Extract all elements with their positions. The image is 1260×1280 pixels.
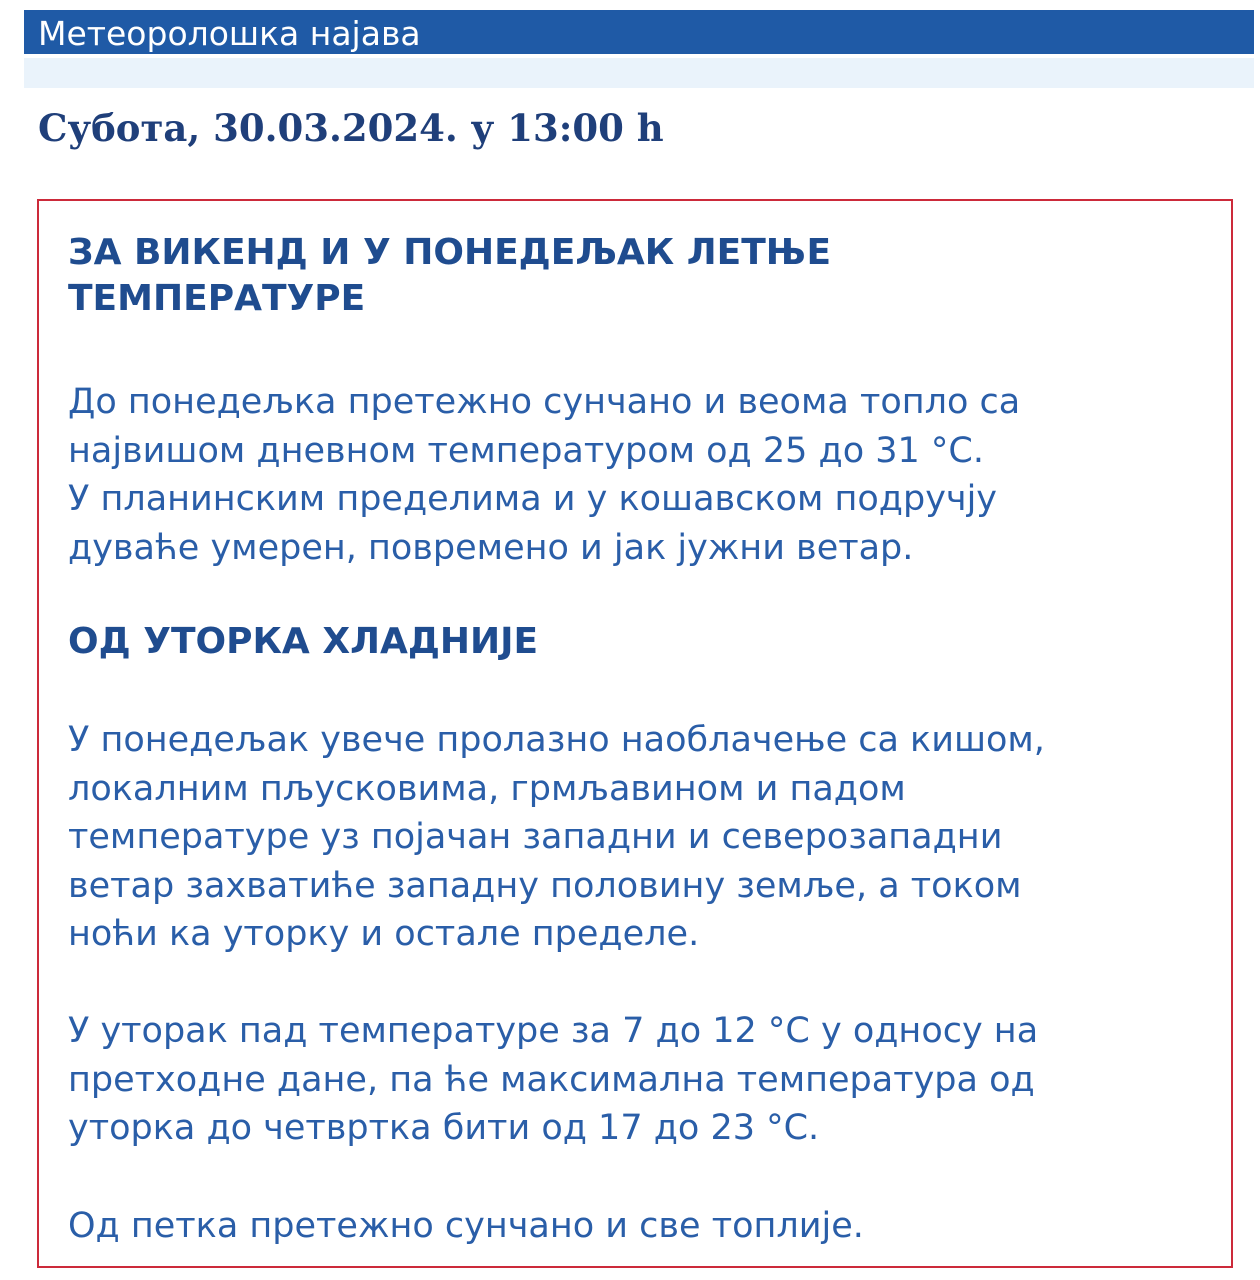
text-line: У планинским пределима и у кошавском подручју: [68, 479, 998, 519]
paragraph-monday-evening: [68, 716, 1218, 959]
forecast-bulletin: [37, 199, 1233, 1268]
text-line: уторка до четвртка бити од 17 до 23 °C.: [68, 1108, 820, 1148]
heading-weekend-monday: [68, 230, 1188, 322]
text-line: температуре уз појачан западни и северозападни: [68, 817, 1003, 857]
header-band: [24, 58, 1254, 88]
heading-line: ТЕМПЕРАТУРЕ: [68, 278, 366, 319]
paragraph-until-monday: [68, 378, 1218, 572]
text-line: У понедељак увече пролазно наоблачење са кишом,: [68, 720, 1045, 760]
heading-line: ОД УТОРКА ХЛАДНИЈЕ: [68, 621, 539, 662]
forecast-date: Субота, 30.03.2024. у 13:00 h: [38, 106, 664, 150]
text-line: ноћи ка уторку и остале пределе.: [68, 914, 700, 954]
heading-from-tuesday: [68, 619, 1188, 665]
text-line: дуваће умерен, повремено и јак јужни ветар.: [68, 527, 914, 568]
text-line: претходне дане, па ће максимална температура од: [68, 1059, 1035, 1100]
text-line: локалним пљусковима, грмљавином и падом: [68, 768, 906, 809]
text-line: У уторак пад температуре за 7 до 12 °C у односу на: [68, 1011, 1039, 1051]
text-line: највишом дневном температуром од 25 до 31 °C.: [68, 430, 984, 471]
paragraph-tuesday-drop: [68, 1007, 1218, 1153]
text-line: ветар захватиће западну половину земље, а током: [68, 865, 1022, 906]
header-title: Метеоролошка најава: [38, 14, 421, 53]
paragraph-from-friday: [68, 1202, 1218, 1251]
header-bar: [24, 10, 1254, 58]
text-line: Од петка претежно сунчано и све топлије.: [68, 1206, 864, 1246]
heading-line: ЗА ВИКЕНД И У ПОНЕДЕЉАК ЛЕТЊЕ: [68, 232, 832, 273]
text-line: До понедељка претежно сунчано и веома топло са: [68, 382, 1021, 422]
